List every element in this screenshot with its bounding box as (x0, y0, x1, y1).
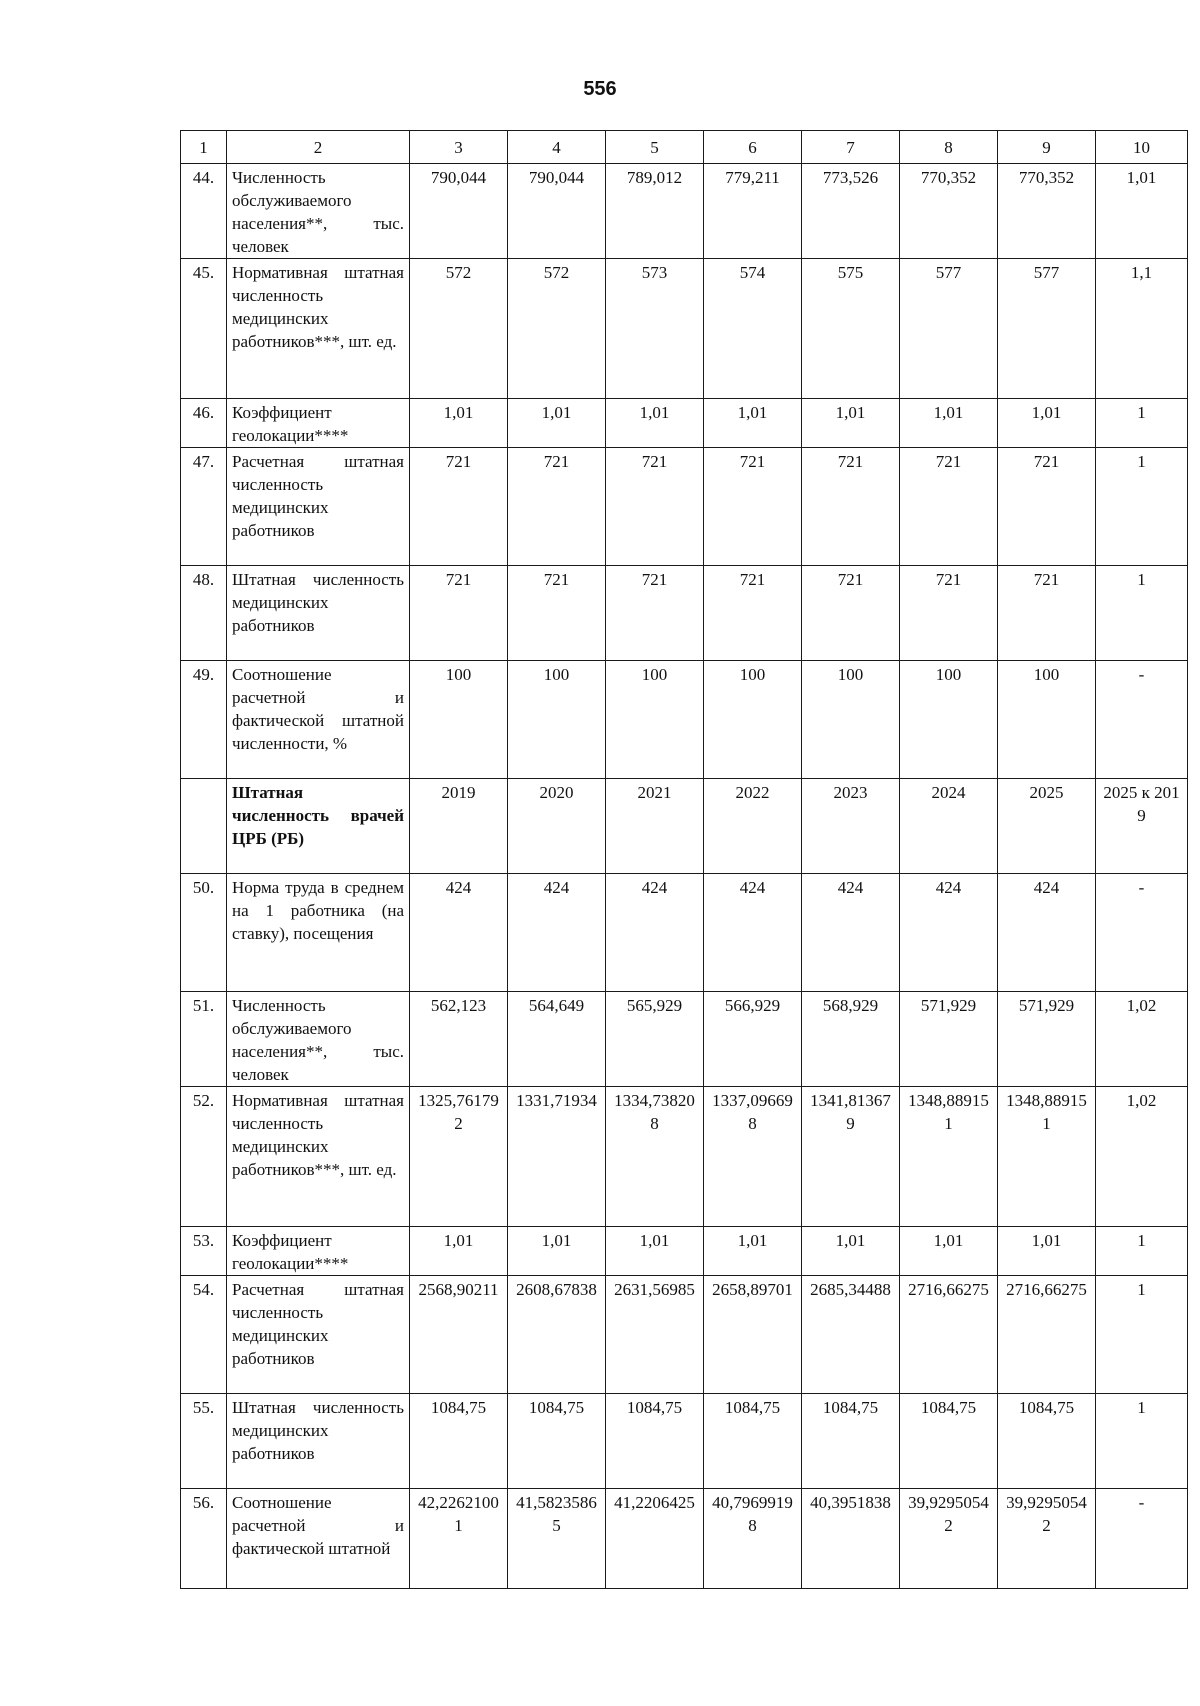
row-value: 1,01 (1096, 164, 1188, 259)
row-value: 1,01 (508, 399, 606, 448)
column-header: 4 (508, 131, 606, 164)
row-value: 721 (606, 448, 704, 566)
row-value: 1,01 (508, 1227, 606, 1276)
row-value: 1325,761792 (410, 1087, 508, 1227)
row-value: 721 (704, 566, 802, 661)
table-row (181, 874, 1188, 992)
row-value: 721 (900, 566, 998, 661)
row-value: 2022 (704, 779, 802, 874)
row-value: 100 (606, 661, 704, 779)
table-row (181, 1489, 1188, 1589)
row-number: 52. (181, 1087, 227, 1227)
row-label: Нормативная штатная численность медицинских работников***, шт. ед. (227, 259, 410, 399)
row-number: 46. (181, 399, 227, 448)
column-header: 6 (704, 131, 802, 164)
row-label: Расчетная штатная численность медицинских работников (227, 1276, 410, 1394)
row-number: 50. (181, 874, 227, 992)
row-value: 1341,813679 (802, 1087, 900, 1227)
row-value: 2631,56985 (606, 1276, 704, 1394)
column-header: 8 (900, 131, 998, 164)
row-value: 568,929 (802, 992, 900, 1087)
table-row (181, 1394, 1188, 1489)
row-value: 1348,889151 (900, 1087, 998, 1227)
row-value: 424 (606, 874, 704, 992)
row-label: Нормативная штатная численность медицинских работников***, шт. ед. (227, 1087, 410, 1227)
row-value: 721 (900, 448, 998, 566)
row-label: Штатная численность врачей ЦРБ (РБ) (227, 779, 410, 874)
row-value: 2685,34488 (802, 1276, 900, 1394)
row-number: 53. (181, 1227, 227, 1276)
row-value: 789,012 (606, 164, 704, 259)
row-value: 100 (900, 661, 998, 779)
row-value: 790,044 (508, 164, 606, 259)
table-row (181, 1276, 1188, 1394)
row-value: 41,2206425 (606, 1489, 704, 1589)
row-value: 1348,889151 (998, 1087, 1096, 1227)
table-row (181, 992, 1188, 1087)
row-value: 1 (1096, 1276, 1188, 1394)
row-value: 2020 (508, 779, 606, 874)
row-label: Коэффициент геолокации**** (227, 399, 410, 448)
row-value: 424 (508, 874, 606, 992)
row-value: 721 (508, 566, 606, 661)
row-value: 1,02 (1096, 992, 1188, 1087)
row-label: Расчетная штатная численность медицинских работников (227, 448, 410, 566)
table-row (181, 566, 1188, 661)
row-value: 1 (1096, 399, 1188, 448)
row-value: 1,01 (900, 399, 998, 448)
row-value: 1,01 (998, 399, 1096, 448)
row-value: 1,01 (900, 1227, 998, 1276)
row-value: 1084,75 (410, 1394, 508, 1489)
row-value: 2716,66275 (900, 1276, 998, 1394)
row-value: 424 (410, 874, 508, 992)
row-value: 1,01 (606, 399, 704, 448)
row-value: 2025 (998, 779, 1096, 874)
row-value: 1,01 (410, 399, 508, 448)
row-value: 1084,75 (606, 1394, 704, 1489)
row-label: Штатная численность медицинских работников (227, 566, 410, 661)
row-number: 55. (181, 1394, 227, 1489)
row-value: 721 (508, 448, 606, 566)
row-label: Штатная численность медицинских работников (227, 1394, 410, 1489)
row-value: 566,929 (704, 992, 802, 1087)
table-row (181, 661, 1188, 779)
row-value: 770,352 (900, 164, 998, 259)
table-row (181, 1087, 1188, 1227)
column-header: 3 (410, 131, 508, 164)
row-value: 1,01 (410, 1227, 508, 1276)
row-value: 40,3951838 (802, 1489, 900, 1589)
staffing-table (180, 130, 1188, 1589)
row-number: 49. (181, 661, 227, 779)
row-value: 564,649 (508, 992, 606, 1087)
row-value: 721 (606, 566, 704, 661)
row-value: 2019 (410, 779, 508, 874)
row-value: 562,123 (410, 992, 508, 1087)
row-value: 2658,89701 (704, 1276, 802, 1394)
row-label: Норма труда в среднем на 1 работника (на ставку), посещения (227, 874, 410, 992)
column-header: 1 (181, 131, 227, 164)
row-value: 1,01 (704, 399, 802, 448)
row-value: 1084,75 (508, 1394, 606, 1489)
row-label: Численность обслуживаемого населения**, тыс. человек (227, 164, 410, 259)
row-value: 1 (1096, 448, 1188, 566)
row-value: 2025 к 2019 (1096, 779, 1188, 874)
row-value: 1334,738208 (606, 1087, 704, 1227)
row-value: 721 (410, 566, 508, 661)
row-value: 424 (998, 874, 1096, 992)
row-value: 100 (704, 661, 802, 779)
table-row (181, 164, 1188, 259)
row-number: 48. (181, 566, 227, 661)
row-value: 721 (704, 448, 802, 566)
row-value: 721 (410, 448, 508, 566)
row-value: 1084,75 (998, 1394, 1096, 1489)
row-value: - (1096, 1489, 1188, 1589)
page-number: 556 (583, 78, 617, 100)
column-header: 9 (998, 131, 1096, 164)
row-value: 577 (900, 259, 998, 399)
table-row (181, 259, 1188, 399)
row-number: 51. (181, 992, 227, 1087)
row-label: Коэффициент геолокации**** (227, 1227, 410, 1276)
table-row (181, 1227, 1188, 1276)
row-value: 40,79699198 (704, 1489, 802, 1589)
row-value: 424 (704, 874, 802, 992)
row-value: 2021 (606, 779, 704, 874)
row-value: 39,92950542 (998, 1489, 1096, 1589)
row-value: 779,211 (704, 164, 802, 259)
column-header-row (181, 131, 1188, 164)
row-value: 574 (704, 259, 802, 399)
column-header: 5 (606, 131, 704, 164)
row-value: 721 (802, 566, 900, 661)
row-value: 1,01 (704, 1227, 802, 1276)
row-value: 2568,90211 (410, 1276, 508, 1394)
row-value: - (1096, 874, 1188, 992)
row-number: 44. (181, 164, 227, 259)
row-value: 1,01 (606, 1227, 704, 1276)
row-value: 721 (998, 448, 1096, 566)
row-value: 721 (802, 448, 900, 566)
row-value: 424 (802, 874, 900, 992)
row-number: 45. (181, 259, 227, 399)
row-value: 790,044 (410, 164, 508, 259)
row-value: 571,929 (998, 992, 1096, 1087)
row-value: 1,01 (802, 399, 900, 448)
row-number (181, 779, 227, 874)
row-value: 572 (410, 259, 508, 399)
table-row (181, 399, 1188, 448)
column-header: 2 (227, 131, 410, 164)
row-value: 773,526 (802, 164, 900, 259)
row-value: 1084,75 (802, 1394, 900, 1489)
column-header: 10 (1096, 131, 1188, 164)
column-header: 7 (802, 131, 900, 164)
row-value: 1331,71934 (508, 1087, 606, 1227)
row-label: Соотношение расчетной и фактической штатной численности, % (227, 661, 410, 779)
row-value: 1084,75 (704, 1394, 802, 1489)
row-value: 39,92950542 (900, 1489, 998, 1589)
row-value: 577 (998, 259, 1096, 399)
row-value: 575 (802, 259, 900, 399)
row-value: 1,01 (998, 1227, 1096, 1276)
row-value: 1 (1096, 566, 1188, 661)
row-value: 41,58235865 (508, 1489, 606, 1589)
row-value: 1084,75 (900, 1394, 998, 1489)
row-value: 2608,67838 (508, 1276, 606, 1394)
table-row (181, 448, 1188, 566)
row-value: 721 (998, 566, 1096, 661)
row-value: 1 (1096, 1394, 1188, 1489)
row-value: 2716,66275 (998, 1276, 1096, 1394)
row-value: 1 (1096, 1227, 1188, 1276)
row-value: 2024 (900, 779, 998, 874)
row-value: 571,929 (900, 992, 998, 1087)
row-value: - (1096, 661, 1188, 779)
section-header-row (181, 779, 1188, 874)
row-number: 54. (181, 1276, 227, 1394)
row-value: 100 (410, 661, 508, 779)
row-value: 1337,096698 (704, 1087, 802, 1227)
row-value: 42,22621001 (410, 1489, 508, 1589)
row-value: 100 (802, 661, 900, 779)
row-value: 424 (900, 874, 998, 992)
row-number: 47. (181, 448, 227, 566)
row-value: 100 (508, 661, 606, 779)
row-value: 573 (606, 259, 704, 399)
row-value: 1,1 (1096, 259, 1188, 399)
row-label: Соотношение расчетной и фактической штатной (227, 1489, 410, 1589)
row-value: 1,01 (802, 1227, 900, 1276)
row-value: 1,02 (1096, 1087, 1188, 1227)
row-value: 572 (508, 259, 606, 399)
row-label: Численность обслуживаемого населения**, тыс. человек (227, 992, 410, 1087)
row-number: 56. (181, 1489, 227, 1589)
row-value: 770,352 (998, 164, 1096, 259)
row-value: 2023 (802, 779, 900, 874)
row-value: 100 (998, 661, 1096, 779)
row-value: 565,929 (606, 992, 704, 1087)
